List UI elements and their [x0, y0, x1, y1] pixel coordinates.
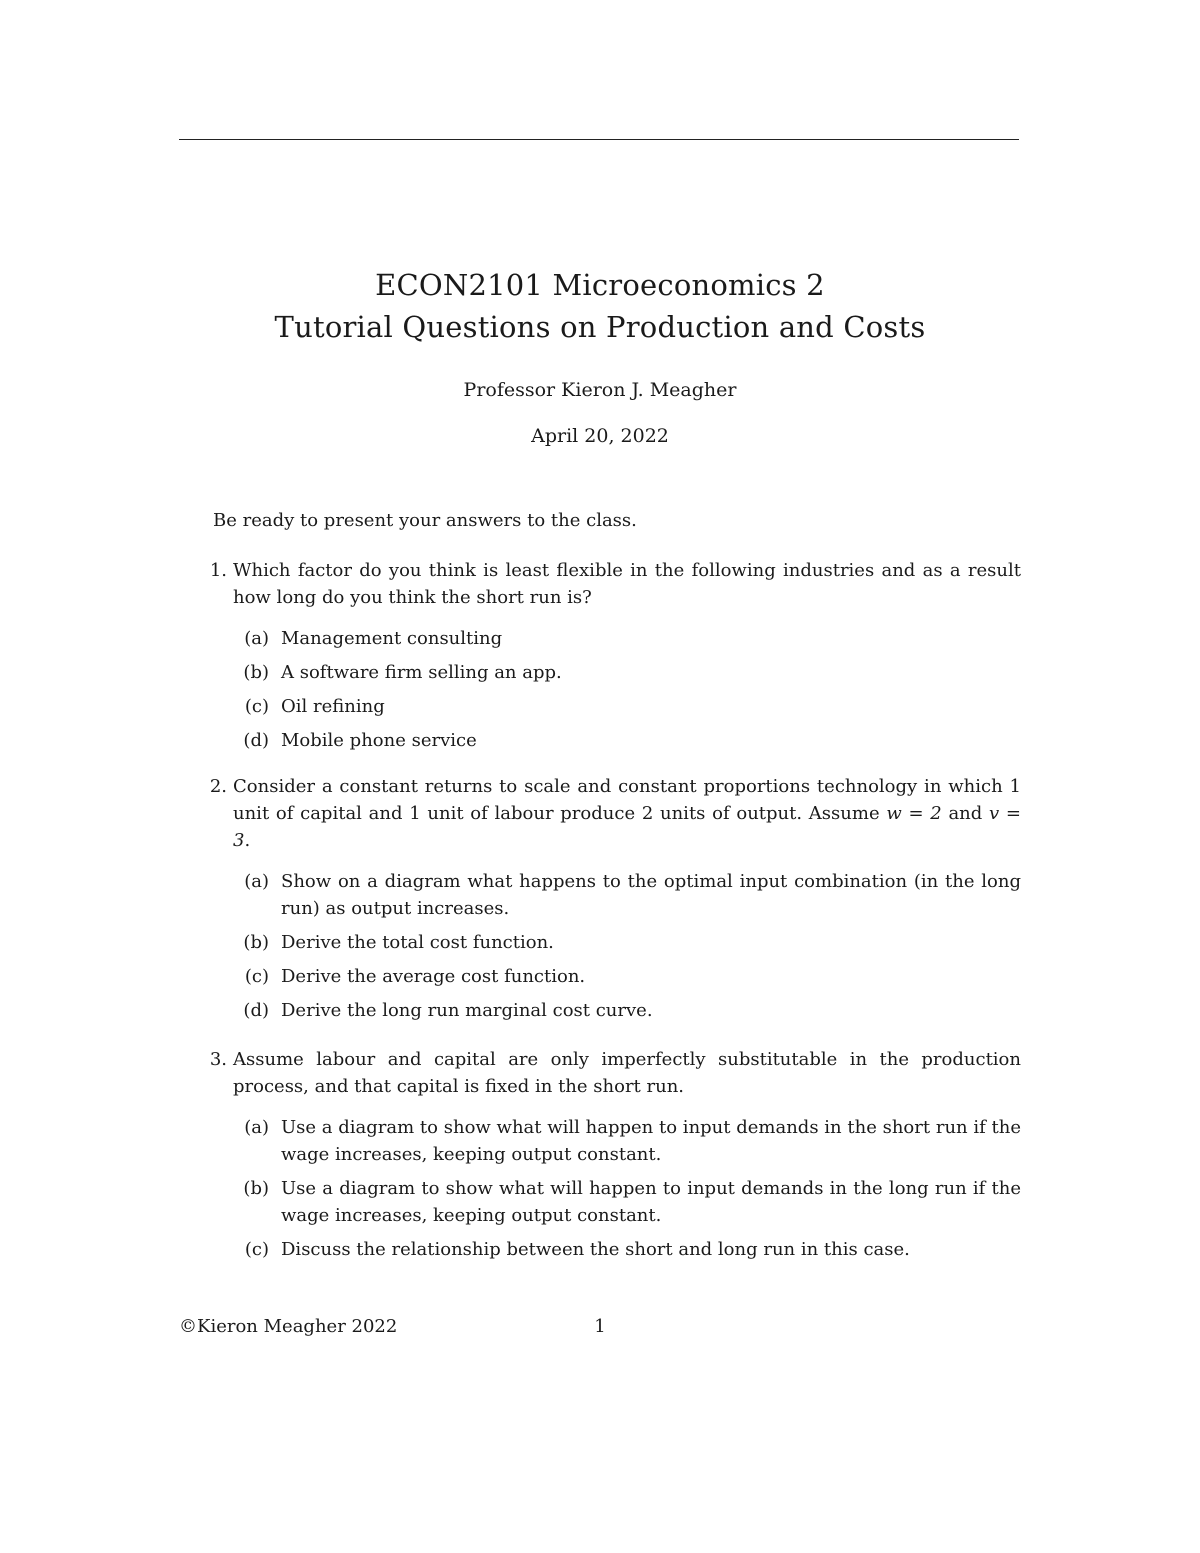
subquestion-label: (d) [243, 1000, 269, 1021]
intro-text: Be ready to present your answers to the class. [213, 510, 637, 531]
subquestion-text: Discuss the relationship between the short and long run in this case. [281, 1239, 910, 1260]
question-text-part: . [244, 830, 251, 851]
question-1 [179, 557, 1021, 761]
question-3 [179, 1046, 1021, 1270]
subquestion [179, 693, 1021, 720]
question-text-part: and [941, 803, 990, 824]
document-title-line-1: ECON2101 Microeconomics 2 [375, 268, 825, 302]
subquestion [179, 997, 1021, 1024]
question-number: 2. [209, 776, 227, 797]
subquestion-text: Derive the average cost function. [281, 966, 586, 987]
subquestion-text: Use a diagram to show what will happen to input demands in the short run if the wage increases, keeping output constant. [281, 1117, 1021, 1165]
question-2 [179, 773, 1021, 1031]
subquestion-label: (a) [244, 1117, 269, 1138]
subquestion [179, 1175, 1021, 1229]
subquestion-text: Oil refining [281, 696, 385, 717]
subquestion-label: (a) [244, 628, 269, 649]
document-title-line-2: Tutorial Questions on Production and Costs [274, 310, 926, 344]
subquestion-list [179, 1114, 1021, 1263]
question-text: Which factor do you think is least flexible in the following industries and as a result how long do you think the short run is? [233, 560, 1021, 608]
question-number: 1. [209, 560, 227, 581]
subquestion-text: Show on a diagram what happens to the optimal input combination (in the long run) as output increases. [281, 871, 1021, 919]
question-number: 3. [209, 1049, 227, 1070]
subquestion-text: Management consulting [281, 628, 503, 649]
header-rule [179, 139, 1019, 140]
subquestion-label: (b) [243, 932, 269, 953]
subquestion-text: Derive the long run marginal cost curve. [281, 1000, 653, 1021]
author: Professor Kieron J. Meagher [463, 379, 737, 401]
subquestion [179, 868, 1021, 922]
subquestion [179, 1236, 1021, 1263]
question-text-part: Consider a constant returns to scale and constant proportions technology in which 1 unit of capital and 1 unit of labour produce 2 units of output. Assume [233, 776, 1021, 824]
subquestion [179, 659, 1021, 686]
subquestion-list [179, 625, 1021, 754]
subquestion-label: (a) [244, 871, 269, 892]
subquestion-label: (c) [244, 966, 269, 987]
document-date: April 20, 2022 [531, 425, 669, 447]
subquestion [179, 963, 1021, 990]
subquestion-label: (c) [244, 1239, 269, 1260]
question-text: Assume labour and capital are only imperfectly substitutable in the production process, and that capital is fixed in the short run. [233, 1049, 1021, 1097]
page-number: 1 [594, 1316, 606, 1337]
footer-copyright: ©Kieron Meagher 2022 [179, 1316, 398, 1337]
subquestion-text: A software firm selling an app. [281, 662, 562, 683]
question-text [233, 773, 1021, 854]
subquestion-text: Mobile phone service [281, 730, 477, 751]
subquestion-list [179, 868, 1021, 1024]
subquestion-text: Derive the total cost function. [281, 932, 554, 953]
subquestion-text: Use a diagram to show what will happen to input demands in the long run if the wage increases, keeping output constant. [281, 1178, 1021, 1226]
wage-expression: w = 2 [886, 803, 942, 824]
subquestion [179, 727, 1021, 754]
subquestion-label: (b) [243, 662, 269, 683]
subquestion-label: (c) [244, 696, 269, 717]
subquestion [179, 1114, 1021, 1168]
subquestion [179, 625, 1021, 652]
rental-rate-expression: v = 3 [233, 803, 1021, 851]
subquestion [179, 929, 1021, 956]
subquestion-label: (b) [243, 1178, 269, 1199]
subquestion-label: (d) [243, 730, 269, 751]
